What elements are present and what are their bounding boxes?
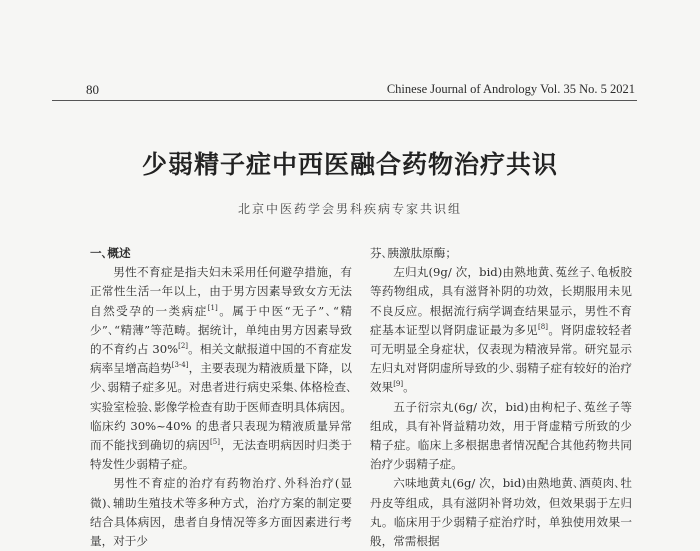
paragraph: 五子衍宗丸(6g/ 次，bid)由枸杞子､菟丝子等组成，具有补肾益精功效，用于肾虚精亏所致的少精子症。临床上多根据患者情况配合其他药物共同治疗少弱精子症。 — [370, 399, 632, 472]
paragraph: 男性不育症的治疗有药物治疗､外科治疗(显微)､辅助生殖技术等多种方式，治疗方案的制定要结合具体病因，患者自身情况等多方面因素进行考量，对于少 — [90, 476, 352, 549]
paragraph: 男性不育症是指夫妇未采用任何避孕措施，有正常性生活一年以上，由于男方因素导致女方无法自然受孕的一类病症[1]。属于中医“无子”､“精少”､“精薄”等范畴。据统计，单纯由男方因素导致的不育约占 30%[2]。相关文献报道中国的不育症发病率呈增高趋势[3-4]，主要表现为精液质量下降，以少､弱精子症多见。对患者进行病史采集､体格检查､实验室检验､影像学检查有助于医师查明具体病因。临床约 30%~40% 的患者只表现为精液质量异常而不能找到确切的病因[5]，无法查明病因时归类于特发性少弱精子症。 — [90, 265, 352, 472]
citation-ref[interactable]: [2] — [178, 342, 189, 351]
left-column — [90, 244, 352, 551]
section-heading: 一､概述 — [90, 246, 131, 260]
right-column — [370, 244, 632, 551]
citation-ref[interactable]: [8] — [538, 322, 548, 331]
citation-ref[interactable]: [9] — [393, 380, 404, 389]
citation-ref[interactable]: [5] — [210, 438, 220, 447]
article-title: 少弱精子症中西医融合药物治疗共识 — [141, 150, 558, 179]
citation-ref[interactable]: [1] — [207, 303, 218, 312]
page-header — [52, 74, 637, 101]
paragraph: 六味地黄丸(6g/ 次，bid)由熟地黄､酒萸肉､牡丹皮等组成，具有滋阴补肾功效，但效果弱于左归丸。临床用于少弱精子症治疗时，单独使用效果一般，常需根据 — [370, 476, 632, 549]
paragraph: 左归丸(9g/ 次，bid)由熟地黄､菟丝子､龟板胶等药物组成，具有滋肾补阴的功效，长期服用未见不良反应。根据流行病学调查结果显示，男性不育症基本证型以肾阴虚证最为多见[8]。肾阴虚较轻者可无明显全身症状，仅表现为精液异常。研究显示左归丸对肾阴虚所导致的少､弱精子症有较好的治疗效果[9]。 — [370, 265, 632, 395]
page-number: 80 — [86, 82, 99, 97]
journal-citation: Chinese Journal of Andrology Vol. 35 No. 5 2021 — [386, 82, 635, 96]
paragraph-continued: 芬､胰激肽原酶； — [370, 246, 457, 260]
citation-ref[interactable]: [3-4] — [171, 361, 189, 370]
article-authors: 北京中医药学会男科疾病专家共识组 — [237, 202, 462, 216]
